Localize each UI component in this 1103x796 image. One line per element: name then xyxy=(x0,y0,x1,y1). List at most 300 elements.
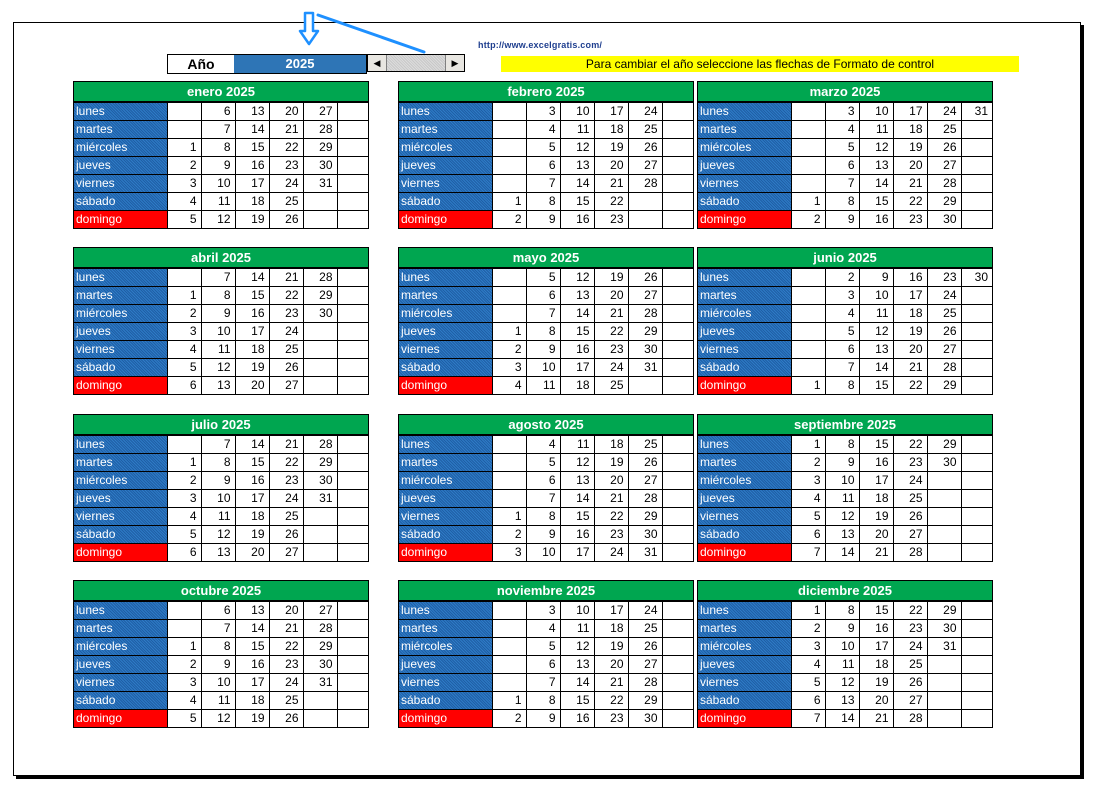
day-cell[interactable]: 21 xyxy=(859,710,893,728)
day-cell[interactable]: 6 xyxy=(526,287,560,305)
day-cell[interactable] xyxy=(961,638,992,656)
day-cell[interactable]: 1 xyxy=(492,508,526,526)
day-cell[interactable] xyxy=(628,211,662,229)
day-cell[interactable]: 2 xyxy=(167,157,201,175)
day-cell[interactable] xyxy=(662,193,693,211)
day-cell[interactable]: 8 xyxy=(825,193,859,211)
day-cell[interactable]: 13 xyxy=(825,692,859,710)
day-cell[interactable]: 6 xyxy=(825,341,859,359)
day-cell[interactable] xyxy=(791,269,825,287)
day-cell[interactable]: 14 xyxy=(825,544,859,562)
day-cell[interactable]: 20 xyxy=(893,341,927,359)
day-cell[interactable]: 13 xyxy=(859,341,893,359)
day-cell[interactable]: 3 xyxy=(167,674,201,692)
day-cell[interactable]: 7 xyxy=(526,490,560,508)
day-cell[interactable]: 16 xyxy=(859,454,893,472)
day-cell[interactable]: 5 xyxy=(167,526,201,544)
day-cell[interactable]: 7 xyxy=(791,710,825,728)
day-cell[interactable]: 15 xyxy=(859,602,893,620)
day-cell[interactable] xyxy=(662,620,693,638)
day-cell[interactable]: 5 xyxy=(825,139,859,157)
day-cell[interactable] xyxy=(167,121,201,139)
day-cell[interactable]: 5 xyxy=(167,211,201,229)
day-cell[interactable] xyxy=(303,544,337,562)
day-cell[interactable]: 7 xyxy=(791,544,825,562)
day-cell[interactable]: 8 xyxy=(201,638,235,656)
day-cell[interactable]: 26 xyxy=(628,139,662,157)
day-cell[interactable]: 10 xyxy=(560,103,594,121)
day-cell[interactable]: 20 xyxy=(235,544,269,562)
day-cell[interactable] xyxy=(791,323,825,341)
day-cell[interactable]: 13 xyxy=(560,656,594,674)
day-cell[interactable]: 21 xyxy=(893,175,927,193)
day-cell[interactable]: 2 xyxy=(791,211,825,229)
day-cell[interactable]: 20 xyxy=(269,103,303,121)
day-cell[interactable]: 4 xyxy=(825,305,859,323)
day-cell[interactable]: 6 xyxy=(167,377,201,395)
day-cell[interactable] xyxy=(303,508,337,526)
day-cell[interactable]: 14 xyxy=(235,269,269,287)
day-cell[interactable]: 26 xyxy=(269,359,303,377)
day-cell[interactable]: 11 xyxy=(560,436,594,454)
day-cell[interactable] xyxy=(303,341,337,359)
day-cell[interactable]: 8 xyxy=(201,287,235,305)
day-cell[interactable]: 26 xyxy=(893,674,927,692)
day-cell[interactable]: 29 xyxy=(303,287,337,305)
day-cell[interactable]: 5 xyxy=(526,638,560,656)
day-cell[interactable]: 10 xyxy=(201,674,235,692)
day-cell[interactable]: 29 xyxy=(303,638,337,656)
day-cell[interactable]: 24 xyxy=(628,103,662,121)
day-cell[interactable]: 12 xyxy=(560,638,594,656)
day-cell[interactable]: 23 xyxy=(269,305,303,323)
day-cell[interactable]: 16 xyxy=(235,157,269,175)
day-cell[interactable]: 19 xyxy=(235,526,269,544)
day-cell[interactable]: 12 xyxy=(201,211,235,229)
day-cell[interactable]: 21 xyxy=(269,436,303,454)
day-cell[interactable]: 7 xyxy=(526,175,560,193)
day-cell[interactable]: 24 xyxy=(893,472,927,490)
day-cell[interactable]: 29 xyxy=(927,602,961,620)
day-cell[interactable]: 23 xyxy=(594,526,628,544)
day-cell[interactable] xyxy=(961,674,992,692)
day-cell[interactable]: 4 xyxy=(791,656,825,674)
day-cell[interactable]: 27 xyxy=(303,103,337,121)
day-cell[interactable]: 17 xyxy=(235,323,269,341)
day-cell[interactable] xyxy=(492,305,526,323)
day-cell[interactable]: 16 xyxy=(235,656,269,674)
day-cell[interactable]: 22 xyxy=(269,638,303,656)
day-cell[interactable] xyxy=(961,454,992,472)
day-cell[interactable]: 23 xyxy=(269,656,303,674)
day-cell[interactable]: 24 xyxy=(594,544,628,562)
day-cell[interactable] xyxy=(791,287,825,305)
day-cell[interactable] xyxy=(927,526,961,544)
day-cell[interactable] xyxy=(961,620,992,638)
day-cell[interactable]: 27 xyxy=(927,157,961,175)
day-cell[interactable]: 6 xyxy=(825,157,859,175)
day-cell[interactable]: 1 xyxy=(492,193,526,211)
day-cell[interactable]: 17 xyxy=(859,472,893,490)
day-cell[interactable]: 8 xyxy=(201,454,235,472)
day-cell[interactable]: 21 xyxy=(594,490,628,508)
day-cell[interactable]: 15 xyxy=(560,692,594,710)
day-cell[interactable]: 16 xyxy=(859,211,893,229)
day-cell[interactable]: 7 xyxy=(201,269,235,287)
day-cell[interactable] xyxy=(662,269,693,287)
day-cell[interactable]: 4 xyxy=(492,377,526,395)
day-cell[interactable] xyxy=(662,638,693,656)
day-cell[interactable]: 10 xyxy=(526,544,560,562)
day-cell[interactable]: 26 xyxy=(628,638,662,656)
day-cell[interactable]: 18 xyxy=(893,305,927,323)
day-cell[interactable] xyxy=(337,359,368,377)
day-cell[interactable]: 4 xyxy=(167,508,201,526)
day-cell[interactable] xyxy=(303,692,337,710)
day-cell[interactable] xyxy=(303,710,337,728)
day-cell[interactable] xyxy=(492,157,526,175)
day-cell[interactable] xyxy=(927,472,961,490)
day-cell[interactable] xyxy=(662,103,693,121)
day-cell[interactable]: 20 xyxy=(235,377,269,395)
day-cell[interactable] xyxy=(927,656,961,674)
day-cell[interactable]: 27 xyxy=(893,692,927,710)
day-cell[interactable]: 3 xyxy=(791,638,825,656)
day-cell[interactable] xyxy=(492,454,526,472)
day-cell[interactable]: 27 xyxy=(628,656,662,674)
day-cell[interactable] xyxy=(337,269,368,287)
day-cell[interactable]: 17 xyxy=(594,103,628,121)
day-cell[interactable] xyxy=(492,620,526,638)
day-cell[interactable]: 8 xyxy=(825,436,859,454)
day-cell[interactable] xyxy=(167,269,201,287)
day-cell[interactable]: 25 xyxy=(927,121,961,139)
day-cell[interactable]: 12 xyxy=(201,710,235,728)
day-cell[interactable]: 11 xyxy=(201,193,235,211)
day-cell[interactable]: 25 xyxy=(628,436,662,454)
day-cell[interactable] xyxy=(961,692,992,710)
day-cell[interactable] xyxy=(662,436,693,454)
day-cell[interactable]: 9 xyxy=(526,526,560,544)
day-cell[interactable]: 12 xyxy=(201,526,235,544)
day-cell[interactable]: 16 xyxy=(235,305,269,323)
day-cell[interactable]: 9 xyxy=(825,454,859,472)
day-cell[interactable] xyxy=(927,490,961,508)
day-cell[interactable] xyxy=(662,710,693,728)
day-cell[interactable] xyxy=(961,602,992,620)
day-cell[interactable]: 23 xyxy=(893,620,927,638)
day-cell[interactable]: 21 xyxy=(269,121,303,139)
day-cell[interactable]: 9 xyxy=(201,656,235,674)
day-cell[interactable]: 11 xyxy=(825,656,859,674)
day-cell[interactable] xyxy=(167,620,201,638)
day-cell[interactable]: 13 xyxy=(235,103,269,121)
day-cell[interactable] xyxy=(662,656,693,674)
day-cell[interactable] xyxy=(961,526,992,544)
day-cell[interactable]: 14 xyxy=(560,175,594,193)
day-cell[interactable]: 18 xyxy=(594,620,628,638)
day-cell[interactable]: 1 xyxy=(492,323,526,341)
day-cell[interactable] xyxy=(662,508,693,526)
day-cell[interactable] xyxy=(662,139,693,157)
day-cell[interactable]: 9 xyxy=(201,305,235,323)
day-cell[interactable]: 15 xyxy=(235,454,269,472)
day-cell[interactable] xyxy=(337,674,368,692)
day-cell[interactable] xyxy=(662,305,693,323)
day-cell[interactable]: 8 xyxy=(526,193,560,211)
day-cell[interactable]: 14 xyxy=(235,121,269,139)
day-cell[interactable]: 21 xyxy=(859,544,893,562)
day-cell[interactable]: 28 xyxy=(303,121,337,139)
day-cell[interactable]: 15 xyxy=(859,377,893,395)
day-cell[interactable] xyxy=(337,526,368,544)
day-cell[interactable]: 11 xyxy=(560,121,594,139)
day-cell[interactable]: 30 xyxy=(927,211,961,229)
day-cell[interactable] xyxy=(337,490,368,508)
day-cell[interactable]: 11 xyxy=(859,305,893,323)
day-cell[interactable]: 3 xyxy=(492,359,526,377)
day-cell[interactable]: 19 xyxy=(594,139,628,157)
day-cell[interactable]: 22 xyxy=(893,377,927,395)
day-cell[interactable]: 15 xyxy=(235,287,269,305)
day-cell[interactable]: 30 xyxy=(303,656,337,674)
day-cell[interactable]: 28 xyxy=(628,674,662,692)
day-cell[interactable]: 4 xyxy=(167,193,201,211)
day-cell[interactable]: 14 xyxy=(859,175,893,193)
day-cell[interactable] xyxy=(492,287,526,305)
day-cell[interactable] xyxy=(961,175,992,193)
day-cell[interactable]: 20 xyxy=(594,656,628,674)
day-cell[interactable]: 10 xyxy=(201,323,235,341)
day-cell[interactable]: 24 xyxy=(628,602,662,620)
day-cell[interactable] xyxy=(492,269,526,287)
day-cell[interactable]: 23 xyxy=(594,710,628,728)
day-cell[interactable]: 29 xyxy=(927,436,961,454)
day-cell[interactable]: 16 xyxy=(235,472,269,490)
day-cell[interactable] xyxy=(492,175,526,193)
day-cell[interactable]: 15 xyxy=(235,638,269,656)
day-cell[interactable]: 8 xyxy=(825,602,859,620)
day-cell[interactable] xyxy=(662,692,693,710)
day-cell[interactable]: 24 xyxy=(927,287,961,305)
day-cell[interactable]: 31 xyxy=(303,175,337,193)
day-cell[interactable]: 24 xyxy=(269,490,303,508)
day-cell[interactable] xyxy=(961,377,992,395)
day-cell[interactable] xyxy=(628,377,662,395)
day-cell[interactable]: 5 xyxy=(791,508,825,526)
day-cell[interactable]: 22 xyxy=(269,454,303,472)
day-cell[interactable]: 27 xyxy=(927,341,961,359)
day-cell[interactable]: 13 xyxy=(560,157,594,175)
day-cell[interactable] xyxy=(662,359,693,377)
day-cell[interactable] xyxy=(961,472,992,490)
day-cell[interactable]: 1 xyxy=(791,193,825,211)
day-cell[interactable] xyxy=(492,656,526,674)
day-cell[interactable] xyxy=(791,121,825,139)
day-cell[interactable]: 6 xyxy=(526,656,560,674)
day-cell[interactable] xyxy=(337,377,368,395)
day-cell[interactable] xyxy=(961,508,992,526)
day-cell[interactable]: 19 xyxy=(594,269,628,287)
day-cell[interactable]: 18 xyxy=(594,436,628,454)
day-cell[interactable] xyxy=(961,121,992,139)
day-cell[interactable]: 3 xyxy=(526,602,560,620)
day-cell[interactable]: 30 xyxy=(628,341,662,359)
day-cell[interactable]: 28 xyxy=(303,620,337,638)
day-cell[interactable]: 12 xyxy=(825,508,859,526)
day-cell[interactable]: 5 xyxy=(791,674,825,692)
day-cell[interactable]: 1 xyxy=(167,287,201,305)
day-cell[interactable]: 25 xyxy=(269,692,303,710)
day-cell[interactable]: 16 xyxy=(560,341,594,359)
day-cell[interactable]: 18 xyxy=(594,121,628,139)
day-cell[interactable] xyxy=(337,710,368,728)
day-cell[interactable]: 7 xyxy=(201,436,235,454)
day-cell[interactable]: 1 xyxy=(791,377,825,395)
day-cell[interactable]: 2 xyxy=(492,341,526,359)
day-cell[interactable]: 30 xyxy=(927,620,961,638)
day-cell[interactable]: 1 xyxy=(167,454,201,472)
day-cell[interactable]: 15 xyxy=(859,436,893,454)
day-cell[interactable]: 16 xyxy=(560,211,594,229)
day-cell[interactable] xyxy=(662,472,693,490)
day-cell[interactable]: 20 xyxy=(893,157,927,175)
day-cell[interactable] xyxy=(492,139,526,157)
day-cell[interactable]: 26 xyxy=(628,454,662,472)
day-cell[interactable]: 4 xyxy=(526,620,560,638)
day-cell[interactable]: 4 xyxy=(167,692,201,710)
day-cell[interactable]: 9 xyxy=(201,472,235,490)
day-cell[interactable]: 18 xyxy=(859,490,893,508)
day-cell[interactable]: 23 xyxy=(927,269,961,287)
day-cell[interactable]: 7 xyxy=(526,305,560,323)
day-cell[interactable]: 2 xyxy=(492,211,526,229)
day-cell[interactable]: 26 xyxy=(927,139,961,157)
day-cell[interactable]: 25 xyxy=(628,620,662,638)
day-cell[interactable]: 16 xyxy=(560,526,594,544)
day-cell[interactable]: 27 xyxy=(628,287,662,305)
day-cell[interactable]: 2 xyxy=(167,305,201,323)
day-cell[interactable]: 26 xyxy=(927,323,961,341)
day-cell[interactable] xyxy=(337,139,368,157)
day-cell[interactable] xyxy=(961,305,992,323)
day-cell[interactable]: 11 xyxy=(201,508,235,526)
day-cell[interactable] xyxy=(791,103,825,121)
day-cell[interactable]: 20 xyxy=(269,602,303,620)
day-cell[interactable]: 12 xyxy=(560,454,594,472)
day-cell[interactable]: 9 xyxy=(825,620,859,638)
day-cell[interactable]: 23 xyxy=(269,157,303,175)
day-cell[interactable]: 2 xyxy=(167,656,201,674)
day-cell[interactable]: 7 xyxy=(825,359,859,377)
day-cell[interactable]: 17 xyxy=(560,359,594,377)
day-cell[interactable] xyxy=(791,157,825,175)
day-cell[interactable]: 14 xyxy=(235,436,269,454)
day-cell[interactable]: 30 xyxy=(303,305,337,323)
day-cell[interactable]: 28 xyxy=(628,175,662,193)
day-cell[interactable]: 28 xyxy=(927,359,961,377)
day-cell[interactable] xyxy=(961,211,992,229)
day-cell[interactable] xyxy=(961,287,992,305)
day-cell[interactable]: 11 xyxy=(859,121,893,139)
day-cell[interactable]: 22 xyxy=(594,323,628,341)
day-cell[interactable]: 13 xyxy=(235,602,269,620)
day-cell[interactable]: 8 xyxy=(825,377,859,395)
day-cell[interactable] xyxy=(791,305,825,323)
day-cell[interactable]: 29 xyxy=(927,193,961,211)
day-cell[interactable]: 8 xyxy=(201,139,235,157)
day-cell[interactable]: 28 xyxy=(893,710,927,728)
day-cell[interactable]: 10 xyxy=(560,602,594,620)
year-scrollbar[interactable] xyxy=(367,54,465,72)
day-cell[interactable]: 16 xyxy=(859,620,893,638)
day-cell[interactable]: 28 xyxy=(927,175,961,193)
day-cell[interactable] xyxy=(337,175,368,193)
day-cell[interactable]: 12 xyxy=(201,359,235,377)
day-cell[interactable]: 14 xyxy=(560,305,594,323)
day-cell[interactable]: 24 xyxy=(594,359,628,377)
day-cell[interactable] xyxy=(337,602,368,620)
day-cell[interactable]: 3 xyxy=(825,287,859,305)
day-cell[interactable]: 16 xyxy=(560,710,594,728)
day-cell[interactable]: 19 xyxy=(594,454,628,472)
day-cell[interactable] xyxy=(337,544,368,562)
day-cell[interactable] xyxy=(662,377,693,395)
day-cell[interactable] xyxy=(337,656,368,674)
day-cell[interactable] xyxy=(167,436,201,454)
day-cell[interactable]: 1 xyxy=(167,139,201,157)
day-cell[interactable]: 9 xyxy=(201,157,235,175)
day-cell[interactable]: 13 xyxy=(201,544,235,562)
day-cell[interactable]: 30 xyxy=(628,710,662,728)
day-cell[interactable]: 12 xyxy=(859,323,893,341)
day-cell[interactable]: 2 xyxy=(492,526,526,544)
day-cell[interactable]: 19 xyxy=(893,323,927,341)
day-cell[interactable] xyxy=(662,175,693,193)
day-cell[interactable] xyxy=(927,692,961,710)
day-cell[interactable] xyxy=(662,490,693,508)
day-cell[interactable] xyxy=(927,710,961,728)
day-cell[interactable]: 17 xyxy=(893,287,927,305)
day-cell[interactable] xyxy=(337,472,368,490)
day-cell[interactable]: 14 xyxy=(825,710,859,728)
day-cell[interactable] xyxy=(303,211,337,229)
day-cell[interactable] xyxy=(662,674,693,692)
day-cell[interactable]: 22 xyxy=(269,139,303,157)
day-cell[interactable]: 7 xyxy=(201,620,235,638)
day-cell[interactable]: 1 xyxy=(791,436,825,454)
day-cell[interactable]: 18 xyxy=(893,121,927,139)
day-cell[interactable]: 2 xyxy=(791,620,825,638)
day-cell[interactable]: 10 xyxy=(825,472,859,490)
day-cell[interactable]: 13 xyxy=(560,472,594,490)
day-cell[interactable]: 25 xyxy=(628,121,662,139)
day-cell[interactable]: 28 xyxy=(303,436,337,454)
day-cell[interactable]: 6 xyxy=(201,602,235,620)
day-cell[interactable]: 5 xyxy=(167,359,201,377)
day-cell[interactable]: 22 xyxy=(893,436,927,454)
day-cell[interactable] xyxy=(927,674,961,692)
day-cell[interactable] xyxy=(337,157,368,175)
day-cell[interactable]: 12 xyxy=(825,674,859,692)
day-cell[interactable]: 28 xyxy=(628,490,662,508)
day-cell[interactable]: 9 xyxy=(825,211,859,229)
day-cell[interactable]: 25 xyxy=(269,508,303,526)
day-cell[interactable]: 27 xyxy=(269,544,303,562)
day-cell[interactable]: 5 xyxy=(825,323,859,341)
day-cell[interactable]: 18 xyxy=(235,508,269,526)
day-cell[interactable] xyxy=(337,193,368,211)
